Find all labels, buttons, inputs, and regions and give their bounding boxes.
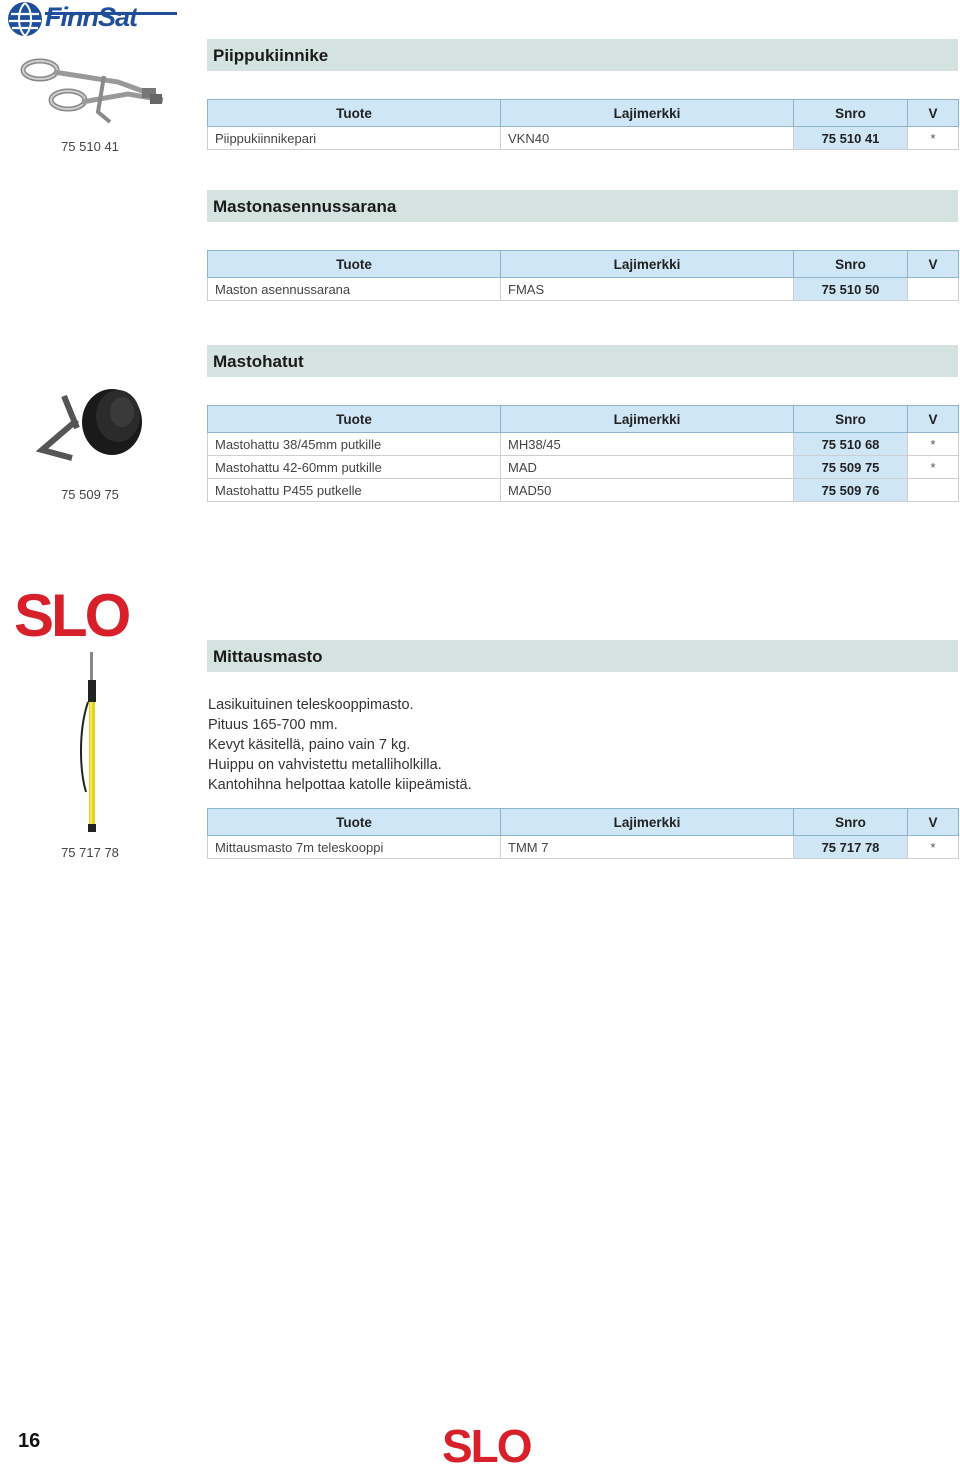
column-header-lajimerkki: Lajimerkki [501,809,794,836]
cell-snro: 75 510 68 [794,433,908,456]
product-table [207,808,959,859]
mast-cap-image [32,380,147,470]
cell-lajimerkki: VKN40 [501,127,794,150]
column-header-snro: Snro [794,100,908,127]
cell-v: * [908,456,959,479]
section-title: Mastonasennussarana [207,190,958,222]
cell-v: * [908,836,959,859]
image-code-label: 75 510 41 [61,139,119,154]
cell-snro: 75 717 78 [794,836,908,859]
finnsat-logo-text: FinnSat [45,2,137,32]
image-code-label: 75 509 75 [61,487,119,502]
cell-snro: 75 510 41 [794,127,908,150]
cell-lajimerkki: FMAS [501,278,794,301]
table-row [208,433,959,456]
column-header-tuote: Tuote [208,406,501,433]
description-line: Huippu on vahvistettu metalliholkilla. [208,757,442,773]
cell-v: * [908,433,959,456]
column-header-snro: Snro [794,251,908,278]
table-row [208,836,959,859]
cell-v [908,479,959,502]
page-number: 16 [18,1430,41,1452]
slo-logo-text: SLO [14,582,129,649]
description-line: Kevyt käsitellä, paino vain 7 kg. [208,737,411,753]
product-table [207,250,959,301]
column-header-snro: Snro [794,406,908,433]
table-header-row [208,809,959,836]
column-header-tuote: Tuote [208,100,501,127]
column-header-snro: Snro [794,809,908,836]
column-header-lajimerkki: Lajimerkki [501,100,794,127]
chimney-bracket-image [18,52,168,132]
cell-tuote: Mittausmasto 7m teleskooppi [208,836,501,859]
table-header-row [208,100,959,127]
cell-lajimerkki: TMM 7 [501,836,794,859]
column-header-lajimerkki: Lajimerkki [501,406,794,433]
column-header-tuote: Tuote [208,251,501,278]
column-header-v: V [908,100,959,127]
cell-tuote: Mastohattu 42-60mm putkille [208,456,501,479]
table-row [208,278,959,301]
cell-tuote: Mastohattu 38/45mm putkille [208,433,501,456]
footer-slo-logo-text: SLO [442,1420,531,1472]
telescopic-mast-image [78,652,108,834]
cell-lajimerkki: MAD50 [501,479,794,502]
column-header-tuote: Tuote [208,809,501,836]
image-code-label: 75 717 78 [61,845,119,860]
section-title: Piippukiinnike [207,39,958,71]
cell-lajimerkki: MAD [501,456,794,479]
section-title: Mastohatut [207,345,958,377]
description-line: Pituus 165-700 mm. [208,717,338,733]
column-header-v: V [908,406,959,433]
cell-tuote: Piippukiinnikepari [208,127,501,150]
table-row [208,456,959,479]
table-row [208,127,959,150]
column-header-v: V [908,251,959,278]
product-table [207,99,959,150]
description-line: Kantohihna helpottaa katolle kiipeämistä. [208,777,472,793]
section-title: Mittausmasto [207,640,958,672]
cell-v: * [908,127,959,150]
column-header-lajimerkki: Lajimerkki [501,251,794,278]
slo-logo [14,584,166,648]
description-line: Lasikuituinen teleskooppimasto. [208,697,414,713]
cell-lajimerkki: MH38/45 [501,433,794,456]
cell-snro: 75 509 75 [794,456,908,479]
cell-tuote: Mastohattu P455 putkelle [208,479,501,502]
table-row [208,479,959,502]
cell-snro: 75 509 76 [794,479,908,502]
finnsat-logo [5,0,180,40]
table-header-row [208,251,959,278]
cell-snro: 75 510 50 [794,278,908,301]
cell-tuote: Maston asennussarana [208,278,501,301]
table-header-row [208,406,959,433]
cell-v [908,278,959,301]
column-header-v: V [908,809,959,836]
product-table [207,405,959,502]
product-description [208,695,472,795]
footer-slo-logo [442,1422,564,1470]
